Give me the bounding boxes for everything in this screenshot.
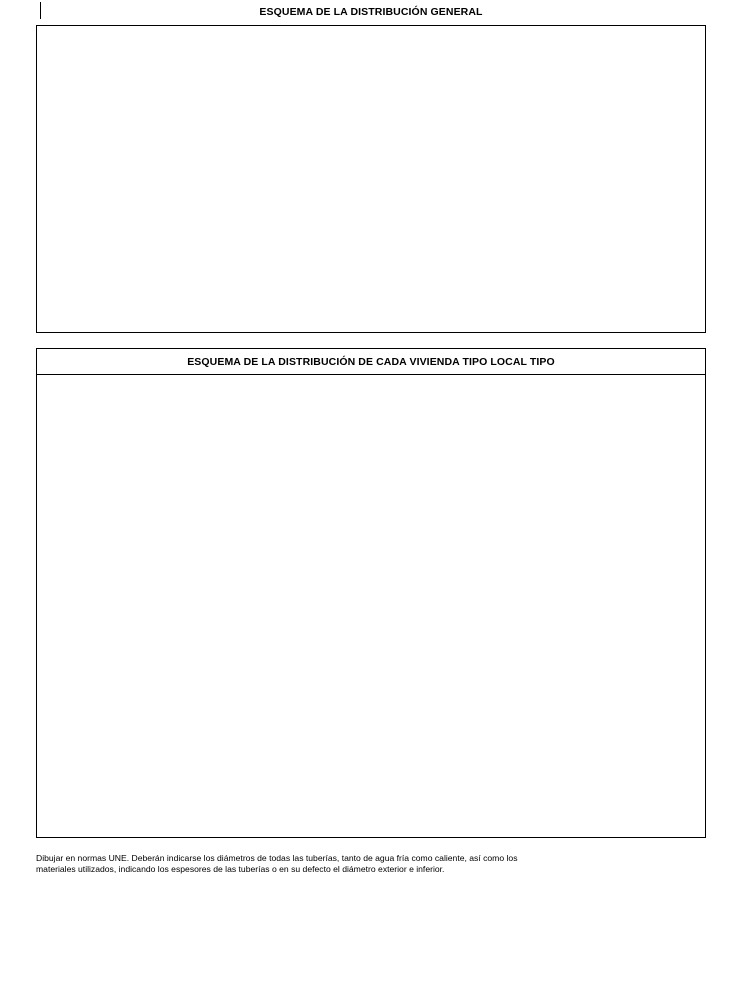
dwelling-distribution-drawing-area[interactable] <box>37 375 705 837</box>
drawing-instructions-note <box>36 853 716 875</box>
dwelling-distribution-title: ESQUEMA DE LA DISTRIBUCIÓN DE CADA VIVIENDA TIPO LOCAL TIPO <box>37 349 705 375</box>
drawing-instructions-line-2: materiales utilizados, indicando los espesores de las tuberías o en su defecto el diámetro exterior e inferior. <box>36 864 445 874</box>
general-distribution-title: ESQUEMA DE LA DISTRIBUCIÓN GENERAL <box>259 6 483 18</box>
general-distribution-drawing-area[interactable] <box>36 25 706 333</box>
drawing-instructions-line-1: Dibujar en normas UNE. Deberán indicarse los diámetros de todas las tuberías, tanto de agua fría como caliente, así como los <box>36 853 518 863</box>
dwelling-distribution-panel <box>36 348 706 838</box>
